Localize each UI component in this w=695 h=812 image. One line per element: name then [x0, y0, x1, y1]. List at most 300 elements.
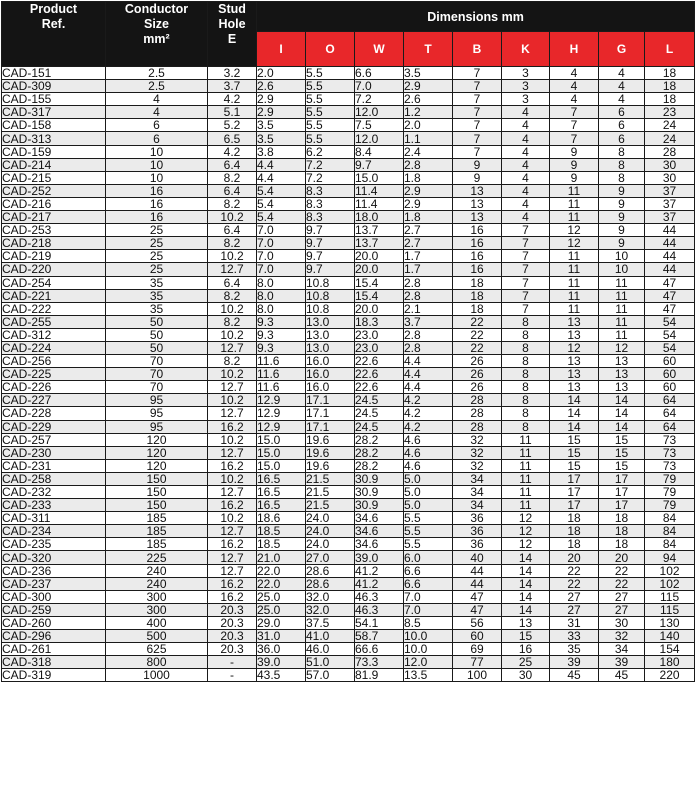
- dim-t-cell: 7.0: [404, 603, 453, 616]
- dim-k-cell: 14: [502, 590, 550, 603]
- dim-l-cell: 28: [645, 145, 695, 158]
- dim-b-cell: 16: [453, 224, 502, 237]
- product-ref-cell: CAD-235: [2, 538, 106, 551]
- conductor-size-cell: 16: [106, 197, 208, 210]
- dim-b-cell: 36: [453, 525, 502, 538]
- stud-hole-cell: -: [208, 656, 257, 669]
- dimension-header-l: L: [645, 32, 695, 67]
- dim-w-cell: 7.5: [355, 119, 404, 132]
- product-ref-cell: CAD-222: [2, 302, 106, 315]
- table-row: [2, 512, 695, 525]
- dim-k-cell: 8: [502, 341, 550, 354]
- table-row: [2, 289, 695, 302]
- dim-i-cell: 43.5: [257, 669, 306, 682]
- dim-k-cell: 4: [502, 211, 550, 224]
- dim-k-cell: 12: [502, 512, 550, 525]
- dim-o-cell: 8.3: [306, 184, 355, 197]
- dim-g-cell: 11: [599, 302, 645, 315]
- table-row: [2, 263, 695, 276]
- stud-hole-cell: 10.2: [208, 472, 257, 485]
- dim-l-cell: 84: [645, 538, 695, 551]
- dim-g-cell: 18: [599, 538, 645, 551]
- product-ref-cell: CAD-232: [2, 486, 106, 499]
- dim-t-cell: 2.7: [404, 224, 453, 237]
- dim-l-cell: 79: [645, 472, 695, 485]
- dim-t-cell: 1.7: [404, 250, 453, 263]
- conductor-size-cell: 185: [106, 538, 208, 551]
- table-row: [2, 616, 695, 629]
- dim-g-cell: 9: [599, 211, 645, 224]
- dim-w-cell: 15.4: [355, 276, 404, 289]
- dim-w-cell: 66.6: [355, 643, 404, 656]
- dim-h-cell: 17: [550, 499, 599, 512]
- table-row: [2, 407, 695, 420]
- stud-hole-cell: 6.4: [208, 276, 257, 289]
- dim-w-cell: 30.9: [355, 472, 404, 485]
- table-row: [2, 67, 695, 80]
- conductor-size-cell: 150: [106, 486, 208, 499]
- table-row: [2, 302, 695, 315]
- conductor-size-cell: 120: [106, 459, 208, 472]
- dim-b-cell: 36: [453, 512, 502, 525]
- table-row: [2, 211, 695, 224]
- table-row: [2, 472, 695, 485]
- dim-w-cell: 12.0: [355, 132, 404, 145]
- dim-h-cell: 11: [550, 197, 599, 210]
- dim-i-cell: 2.9: [257, 93, 306, 106]
- table-row: [2, 171, 695, 184]
- dim-g-cell: 13: [599, 381, 645, 394]
- stud-hole-cell: 10.2: [208, 211, 257, 224]
- dim-i-cell: 7.0: [257, 263, 306, 276]
- dim-k-cell: 7: [502, 276, 550, 289]
- dim-t-cell: 4.4: [404, 355, 453, 368]
- dim-b-cell: 7: [453, 93, 502, 106]
- dimension-header-h: H: [550, 32, 599, 67]
- stud-hole-header-line1: Stud: [218, 2, 246, 16]
- product-ref-cell: CAD-227: [2, 394, 106, 407]
- dim-o-cell: 24.0: [306, 538, 355, 551]
- product-ref-header-line2: Ref.: [41, 17, 66, 31]
- dim-i-cell: 12.9: [257, 394, 306, 407]
- dim-k-cell: 12: [502, 538, 550, 551]
- stud-hole-cell: 16.2: [208, 420, 257, 433]
- dim-h-cell: 12: [550, 224, 599, 237]
- dim-b-cell: 47: [453, 590, 502, 603]
- dim-t-cell: 2.1: [404, 302, 453, 315]
- dim-h-cell: 7: [550, 132, 599, 145]
- dim-l-cell: 220: [645, 669, 695, 682]
- dim-h-cell: 13: [550, 315, 599, 328]
- dim-b-cell: 18: [453, 289, 502, 302]
- dim-w-cell: 7.2: [355, 93, 404, 106]
- dim-k-cell: 8: [502, 420, 550, 433]
- dim-t-cell: 6.6: [404, 577, 453, 590]
- dim-g-cell: 8: [599, 145, 645, 158]
- conductor-size-header-line2: Size: [143, 17, 169, 31]
- dim-l-cell: 73: [645, 433, 695, 446]
- dim-g-cell: 32: [599, 630, 645, 643]
- dim-i-cell: 7.0: [257, 237, 306, 250]
- stud-hole-cell: 12.7: [208, 564, 257, 577]
- stud-hole-cell: 8.2: [208, 237, 257, 250]
- stud-hole-cell: 12.7: [208, 446, 257, 459]
- stud-hole-cell: 8.2: [208, 315, 257, 328]
- product-ref-cell: CAD-231: [2, 459, 106, 472]
- dim-k-cell: 13: [502, 616, 550, 629]
- table-row: [2, 106, 695, 119]
- dim-t-cell: 6.0: [404, 551, 453, 564]
- dim-b-cell: 26: [453, 355, 502, 368]
- stud-hole-cell: 5.1: [208, 106, 257, 119]
- dim-b-cell: 56: [453, 616, 502, 629]
- conductor-size-cell: 50: [106, 315, 208, 328]
- dim-t-cell: 1.8: [404, 211, 453, 224]
- dim-w-cell: 34.6: [355, 512, 404, 525]
- product-ref-cell: CAD-309: [2, 80, 106, 93]
- dim-t-cell: 5.0: [404, 486, 453, 499]
- stud-hole-cell: 20.3: [208, 643, 257, 656]
- conductor-size-cell: 6: [106, 119, 208, 132]
- dim-k-cell: 4: [502, 106, 550, 119]
- dim-b-cell: 13: [453, 184, 502, 197]
- dim-l-cell: 18: [645, 93, 695, 106]
- dim-b-cell: 34: [453, 472, 502, 485]
- dim-o-cell: 5.5: [306, 106, 355, 119]
- dim-h-cell: 14: [550, 420, 599, 433]
- dim-i-cell: 22.0: [257, 577, 306, 590]
- dim-o-cell: 13.0: [306, 341, 355, 354]
- dim-t-cell: 4.2: [404, 407, 453, 420]
- dim-w-cell: 9.7: [355, 158, 404, 171]
- product-ref-cell: CAD-214: [2, 158, 106, 171]
- dim-h-cell: 35: [550, 643, 599, 656]
- dim-g-cell: 6: [599, 119, 645, 132]
- dim-b-cell: 36: [453, 538, 502, 551]
- dim-t-cell: 10.0: [404, 643, 453, 656]
- product-ref-cell: CAD-151: [2, 67, 106, 80]
- product-ref-cell: CAD-218: [2, 237, 106, 250]
- dim-o-cell: 8.3: [306, 211, 355, 224]
- dim-o-cell: 10.8: [306, 276, 355, 289]
- table-row: [2, 538, 695, 551]
- dim-t-cell: 2.8: [404, 341, 453, 354]
- product-ref-cell: CAD-233: [2, 499, 106, 512]
- dim-k-cell: 11: [502, 499, 550, 512]
- dim-g-cell: 17: [599, 486, 645, 499]
- dim-g-cell: 9: [599, 197, 645, 210]
- dim-o-cell: 10.8: [306, 302, 355, 315]
- table-row: [2, 276, 695, 289]
- dim-i-cell: 9.3: [257, 315, 306, 328]
- dim-l-cell: 130: [645, 616, 695, 629]
- dim-g-cell: 13: [599, 368, 645, 381]
- dim-h-cell: 18: [550, 525, 599, 538]
- specification-table: [1, 1, 695, 682]
- stud-hole-cell: 10.2: [208, 394, 257, 407]
- dim-i-cell: 3.5: [257, 132, 306, 145]
- dim-w-cell: 34.6: [355, 525, 404, 538]
- product-ref-cell: CAD-261: [2, 643, 106, 656]
- conductor-size-cell: 16: [106, 211, 208, 224]
- dim-o-cell: 32.0: [306, 590, 355, 603]
- conductor-size-cell: 240: [106, 564, 208, 577]
- product-ref-cell: CAD-300: [2, 590, 106, 603]
- dim-w-cell: 15.0: [355, 171, 404, 184]
- dim-k-cell: 7: [502, 250, 550, 263]
- dim-w-cell: 11.4: [355, 197, 404, 210]
- product-ref-cell: CAD-254: [2, 276, 106, 289]
- product-ref-cell: CAD-155: [2, 93, 106, 106]
- dim-b-cell: 9: [453, 171, 502, 184]
- dim-o-cell: 5.5: [306, 132, 355, 145]
- dim-g-cell: 10: [599, 263, 645, 276]
- dim-b-cell: 44: [453, 564, 502, 577]
- dim-t-cell: 5.5: [404, 538, 453, 551]
- table-row: [2, 381, 695, 394]
- dim-o-cell: 28.6: [306, 564, 355, 577]
- conductor-size-cell: 10: [106, 158, 208, 171]
- dim-w-cell: 22.6: [355, 355, 404, 368]
- dim-o-cell: 13.0: [306, 315, 355, 328]
- dim-t-cell: 2.8: [404, 289, 453, 302]
- conductor-size-cell: 1000: [106, 669, 208, 682]
- dim-g-cell: 11: [599, 276, 645, 289]
- dim-h-cell: 4: [550, 93, 599, 106]
- conductor-size-cell: 120: [106, 433, 208, 446]
- dim-o-cell: 57.0: [306, 669, 355, 682]
- product-ref-cell: CAD-159: [2, 145, 106, 158]
- dim-k-cell: 8: [502, 407, 550, 420]
- dim-o-cell: 28.6: [306, 577, 355, 590]
- dim-o-cell: 16.0: [306, 355, 355, 368]
- dim-t-cell: 2.8: [404, 158, 453, 171]
- product-ref-cell: CAD-158: [2, 119, 106, 132]
- dim-k-cell: 7: [502, 289, 550, 302]
- dim-l-cell: 44: [645, 263, 695, 276]
- dim-b-cell: 69: [453, 643, 502, 656]
- product-ref-cell: CAD-236: [2, 564, 106, 577]
- dim-w-cell: 8.4: [355, 145, 404, 158]
- dim-w-cell: 13.7: [355, 224, 404, 237]
- dim-i-cell: 18.5: [257, 538, 306, 551]
- product-ref-header: [2, 2, 106, 67]
- dim-h-cell: 9: [550, 171, 599, 184]
- conductor-size-cell: 25: [106, 224, 208, 237]
- dim-b-cell: 7: [453, 132, 502, 145]
- dim-b-cell: 18: [453, 302, 502, 315]
- dim-k-cell: 4: [502, 158, 550, 171]
- dim-l-cell: 44: [645, 250, 695, 263]
- dim-h-cell: 13: [550, 328, 599, 341]
- dim-w-cell: 23.0: [355, 341, 404, 354]
- stud-hole-cell: 10.2: [208, 302, 257, 315]
- dim-w-cell: 20.0: [355, 250, 404, 263]
- product-ref-cell: CAD-215: [2, 171, 106, 184]
- dim-b-cell: 100: [453, 669, 502, 682]
- product-ref-cell: CAD-311: [2, 512, 106, 525]
- dim-g-cell: 14: [599, 407, 645, 420]
- stud-hole-cell: 12.7: [208, 486, 257, 499]
- header-row: [2, 2, 695, 32]
- dim-b-cell: 28: [453, 420, 502, 433]
- dim-i-cell: 15.0: [257, 433, 306, 446]
- table-row: [2, 486, 695, 499]
- dim-i-cell: 16.5: [257, 486, 306, 499]
- dim-l-cell: 18: [645, 80, 695, 93]
- dim-l-cell: 37: [645, 184, 695, 197]
- dim-h-cell: 11: [550, 276, 599, 289]
- stud-hole-header: [208, 2, 257, 67]
- conductor-size-cell: 70: [106, 368, 208, 381]
- dim-h-cell: 14: [550, 394, 599, 407]
- product-ref-cell: CAD-225: [2, 368, 106, 381]
- stud-hole-cell: 12.7: [208, 407, 257, 420]
- stud-hole-cell: 10.2: [208, 368, 257, 381]
- dim-b-cell: 32: [453, 433, 502, 446]
- dim-i-cell: 5.4: [257, 184, 306, 197]
- dim-i-cell: 2.6: [257, 80, 306, 93]
- product-ref-cell: CAD-226: [2, 381, 106, 394]
- stud-hole-cell: 4.2: [208, 145, 257, 158]
- dim-w-cell: 18.3: [355, 315, 404, 328]
- dim-g-cell: 4: [599, 67, 645, 80]
- conductor-size-cell: 185: [106, 512, 208, 525]
- product-ref-cell: CAD-234: [2, 525, 106, 538]
- dim-k-cell: 8: [502, 394, 550, 407]
- dim-h-cell: 27: [550, 590, 599, 603]
- conductor-size-cell: 500: [106, 630, 208, 643]
- dim-o-cell: 17.1: [306, 394, 355, 407]
- stud-hole-cell: 10.2: [208, 433, 257, 446]
- table-row: [2, 643, 695, 656]
- dim-l-cell: 37: [645, 197, 695, 210]
- table-row: [2, 224, 695, 237]
- conductor-size-cell: 120: [106, 446, 208, 459]
- dim-l-cell: 24: [645, 119, 695, 132]
- dim-i-cell: 3.8: [257, 145, 306, 158]
- dim-t-cell: 3.7: [404, 315, 453, 328]
- dim-b-cell: 26: [453, 381, 502, 394]
- dim-k-cell: 15: [502, 630, 550, 643]
- dim-k-cell: 3: [502, 67, 550, 80]
- dim-w-cell: 18.0: [355, 211, 404, 224]
- stud-hole-cell: 10.2: [208, 328, 257, 341]
- dim-g-cell: 27: [599, 590, 645, 603]
- dim-t-cell: 6.6: [404, 564, 453, 577]
- dim-g-cell: 10: [599, 250, 645, 263]
- dim-o-cell: 19.6: [306, 459, 355, 472]
- dim-i-cell: 15.0: [257, 446, 306, 459]
- stud-hole-cell: 8.2: [208, 171, 257, 184]
- dim-i-cell: 8.0: [257, 289, 306, 302]
- dim-t-cell: 4.2: [404, 394, 453, 407]
- dim-l-cell: 64: [645, 394, 695, 407]
- stud-hole-cell: 5.2: [208, 119, 257, 132]
- dim-w-cell: 22.6: [355, 368, 404, 381]
- stud-hole-cell: 16.2: [208, 459, 257, 472]
- stud-hole-cell: 16.2: [208, 499, 257, 512]
- conductor-size-header: [106, 2, 208, 67]
- dim-b-cell: 7: [453, 80, 502, 93]
- dim-b-cell: 9: [453, 158, 502, 171]
- stud-hole-cell: 16.2: [208, 577, 257, 590]
- dim-b-cell: 44: [453, 577, 502, 590]
- table-row: [2, 315, 695, 328]
- conductor-size-cell: 50: [106, 341, 208, 354]
- dim-w-cell: 58.7: [355, 630, 404, 643]
- dim-k-cell: 7: [502, 224, 550, 237]
- dim-h-cell: 11: [550, 289, 599, 302]
- dimension-header-t: T: [404, 32, 453, 67]
- dim-h-cell: 18: [550, 538, 599, 551]
- stud-hole-header-line2: Hole: [218, 17, 246, 31]
- dim-h-cell: 14: [550, 407, 599, 420]
- dim-i-cell: 2.0: [257, 67, 306, 80]
- table-row: [2, 93, 695, 106]
- product-ref-cell: CAD-317: [2, 106, 106, 119]
- dim-o-cell: 19.6: [306, 433, 355, 446]
- table-row: [2, 328, 695, 341]
- dim-g-cell: 6: [599, 106, 645, 119]
- table-row: [2, 119, 695, 132]
- product-ref-cell: CAD-320: [2, 551, 106, 564]
- dim-t-cell: 5.0: [404, 472, 453, 485]
- conductor-size-cell: 95: [106, 407, 208, 420]
- conductor-size-cell: 185: [106, 525, 208, 538]
- dim-g-cell: 18: [599, 512, 645, 525]
- stud-hole-cell: 20.3: [208, 616, 257, 629]
- conductor-size-cell: 10: [106, 145, 208, 158]
- dim-o-cell: 5.5: [306, 67, 355, 80]
- dim-o-cell: 9.7: [306, 237, 355, 250]
- dim-k-cell: 4: [502, 145, 550, 158]
- dim-k-cell: 16: [502, 643, 550, 656]
- dim-i-cell: 39.0: [257, 656, 306, 669]
- dim-k-cell: 7: [502, 237, 550, 250]
- dim-h-cell: 20: [550, 551, 599, 564]
- product-ref-cell: CAD-259: [2, 603, 106, 616]
- dim-k-cell: 4: [502, 197, 550, 210]
- conductor-size-cell: 240: [106, 577, 208, 590]
- dim-h-cell: 11: [550, 211, 599, 224]
- dim-o-cell: 6.2: [306, 145, 355, 158]
- stud-hole-cell: 6.4: [208, 184, 257, 197]
- product-ref-cell: CAD-220: [2, 263, 106, 276]
- dim-b-cell: 7: [453, 119, 502, 132]
- dim-i-cell: 5.4: [257, 211, 306, 224]
- dimension-header-i: I: [257, 32, 306, 67]
- stud-hole-cell: 4.2: [208, 93, 257, 106]
- dim-i-cell: 22.0: [257, 564, 306, 577]
- dim-t-cell: 4.2: [404, 420, 453, 433]
- dim-o-cell: 21.5: [306, 499, 355, 512]
- dim-i-cell: 8.0: [257, 276, 306, 289]
- dim-g-cell: 8: [599, 158, 645, 171]
- dim-g-cell: 8: [599, 171, 645, 184]
- dim-w-cell: 11.4: [355, 184, 404, 197]
- dim-g-cell: 9: [599, 237, 645, 250]
- dim-g-cell: 12: [599, 341, 645, 354]
- stud-hole-cell: 10.2: [208, 250, 257, 263]
- dim-l-cell: 30: [645, 158, 695, 171]
- table-row: [2, 459, 695, 472]
- dim-w-cell: 46.3: [355, 590, 404, 603]
- dim-l-cell: 94: [645, 551, 695, 564]
- product-ref-cell: CAD-221: [2, 289, 106, 302]
- stud-hole-cell: 12.7: [208, 551, 257, 564]
- dim-b-cell: 16: [453, 263, 502, 276]
